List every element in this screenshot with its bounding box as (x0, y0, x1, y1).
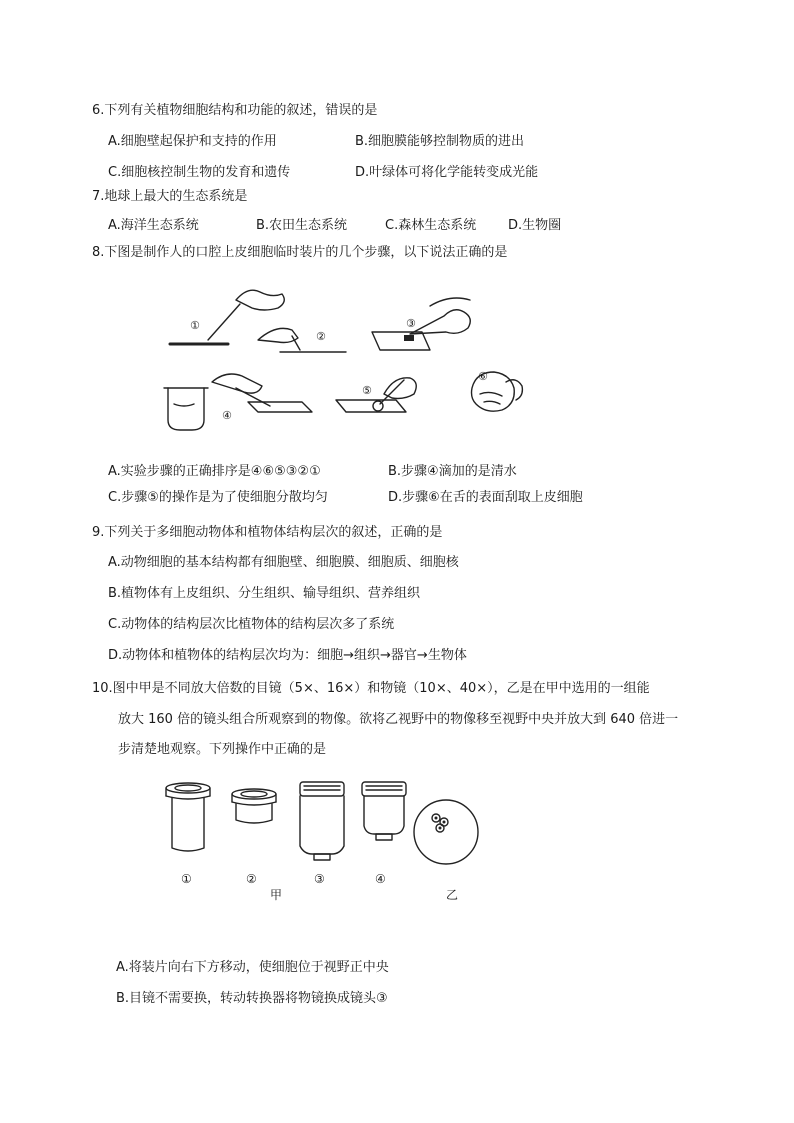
step-label-4: ④ (222, 409, 232, 422)
question-9-option-c: C.动物体的结构层次比植物体的结构层次多了系统 (108, 617, 395, 632)
question-10-option-a: A.将装片向右下方移动，使细胞位于视野正中央 (116, 960, 389, 975)
step-label-1: ① (190, 319, 200, 332)
question-8-option-c: C.步骤⑤的操作是为了使细胞分散均匀 (108, 490, 328, 505)
question-6-option-b: B.细胞膜能够控制物质的进出 (355, 134, 525, 149)
figure-label-yi: 乙 (446, 888, 459, 902)
question-8-stem: 8.下图是制作人的口腔上皮细胞临时装片的几个步骤，以下说法正确的是 (92, 245, 508, 260)
microscope-lens-figure (0, 770, 794, 880)
question-7-option-c: C.森林生态系统 (385, 218, 477, 233)
question-9-option-d: D.动物体和植物体的结构层次均为：细胞→组织→器官→生物体 (108, 648, 467, 663)
question-7-option-a: A.海洋生态系统 (108, 218, 199, 233)
question-6-option-c: C.细胞核控制生物的发育和遗传 (108, 165, 291, 180)
step-label-6: ⑥ (478, 370, 488, 383)
step-label-5: ⑤ (362, 384, 372, 397)
question-10-stem-line-3: 步清楚地观察。下列操作中正确的是 (118, 742, 327, 757)
question-9-stem: 9.下列关于多细胞动物体和植物体结构层次的叙述，正确的是 (92, 525, 443, 540)
lens-label-2: ② (246, 872, 257, 886)
question-7-option-b: B.农田生态系统 (256, 218, 348, 233)
question-6-option-d: D.叶绿体可将化学能转变成光能 (355, 165, 539, 180)
slide-preparation-figure (0, 270, 794, 450)
question-7-stem: 7.地球上最大的生态系统是 (92, 189, 248, 204)
question-8-option-a: A.实验步骤的正确排序是④⑥⑤③②① (108, 464, 321, 479)
step-label-3: ③ (406, 317, 416, 330)
figure-label-jia: 甲 (270, 888, 283, 902)
question-9-option-a: A.动物细胞的基本结构都有细胞壁、细胞膜、细胞质、细胞核 (108, 555, 459, 570)
question-6-stem: 6.下列有关植物细胞结构和功能的叙述，错误的是 (92, 103, 378, 118)
question-10-stem-line-2: 放大 160 倍的镜头组合所观察到的物像。欲将乙视野中的物像移至视野中央并放大到 640 倍进一 (118, 712, 679, 727)
lens-label-1: ① (181, 872, 192, 886)
question-6-option-a: A.细胞壁起保护和支持的作用 (108, 134, 277, 149)
question-8-option-d: D.步骤⑥在舌的表面刮取上皮细胞 (388, 490, 583, 505)
question-7-option-d: D.生物圈 (508, 218, 562, 233)
lens-label-4: ④ (375, 872, 386, 886)
question-8-option-b: B.步骤④滴加的是清水 (388, 464, 517, 479)
question-10-stem-line-1: 10.图中甲是不同放大倍数的目镜（5×、16×）和物镜（10×、40×），乙是在甲中选用的一组能 (92, 681, 650, 696)
question-10-option-b: B.目镜不需要换，转动转换器将物镜换成镜头③ (116, 991, 388, 1006)
question-9-option-b: B.植物体有上皮组织、分生组织、输导组织、营养组织 (108, 586, 421, 601)
lens-label-3: ③ (314, 872, 325, 886)
step-label-2: ② (316, 330, 326, 343)
